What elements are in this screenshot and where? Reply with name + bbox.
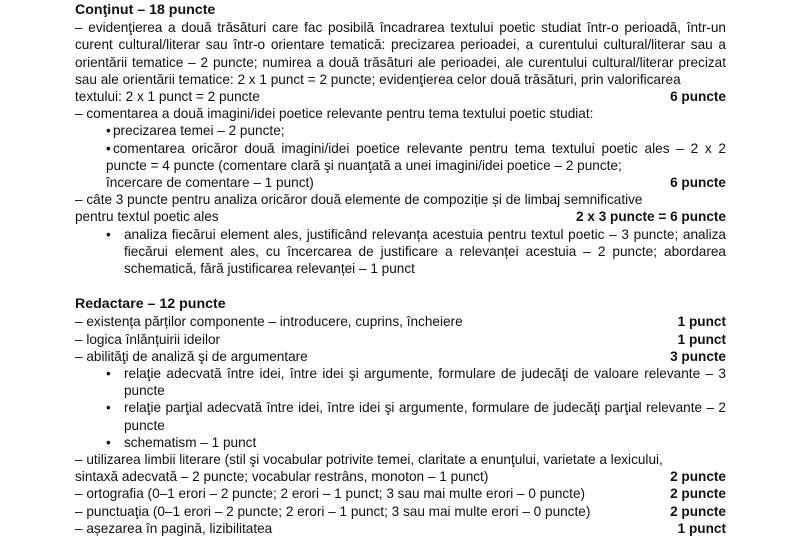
points-value: 2 puncte: [670, 486, 726, 502]
grading-document: [75, 0, 726, 537]
points-value: 6 puncte: [670, 175, 726, 191]
bullet-text: comentarea oricăror două imagini/idei poetice relevante pentru tema textului poetic ales – 2 x 2 puncte = 4 puncte (comentare clară şi nuanţată a unei imagini/idei poetice – 2 puncte;: [106, 140, 726, 173]
bullet-text: analiza fiecărui element ales, justificând relevanța acestuia pentru textul poetic – 3 puncte; analiza fiecărui element ales, cu încercarea de justificare a relevanței acestuia – 2 puncte; abordarea schematică, fără justificarea relevanței – 1 punct: [124, 226, 726, 277]
bullet-text-end: încercare de comentare – 1 punct): [106, 175, 314, 191]
bullet-last-line: [106, 174, 726, 191]
bullet-icon: •: [106, 434, 111, 450]
redactare-item: [75, 503, 726, 520]
criterion-last-line: [75, 88, 726, 105]
criterion-compozitie: [75, 191, 726, 277]
criterion-text: – evidenţierea a două trăsături care fac posibilă încadrarea textului poetic studiat într-o perioadă, într-un curent cultural/literar sau într-o orientare tematică: precizarea perioadei, a curentului cultural/literar sau a orientării tematice – 2 puncte; numirea a două trăsături ale perioadei, ale curentului cultural/literar precizat sau ale orientării tematice: 2 x 1 punct = 2 puncte; evidenţierea celor două trăsături, prin valorificarea: [75, 20, 726, 87]
redactare-item: [75, 331, 726, 348]
criterion-text: – câte 3 puncte pentru analiza oricăror două elemente de compoziție și de limbaj semnificative: [75, 192, 643, 208]
points-value: 1 punct: [677, 314, 726, 330]
redactare-item-limba: [75, 451, 726, 485]
bullet-text: relaţie parţial adecvată între idei, între idei şi argumente, formulare de judecăţi parţial relevante – 2 puncte: [124, 400, 726, 433]
item-text: – ortografia (0–1 erori – 2 puncte; 2 erori – 1 punct; 3 sau mai multe erori – 0 puncte): [75, 486, 586, 502]
points-value: 1 punct: [677, 520, 726, 536]
section-title-continut: Conţinut – 18 puncte: [75, 2, 216, 18]
bullet-item: [75, 399, 726, 433]
bullet-item: [75, 434, 726, 451]
item-text: – utilizarea limbii literare (stil şi vocabular potrivite temei, claritate a enunţului, varietate a lexicului,: [75, 452, 663, 468]
bullet-item: [75, 365, 726, 399]
criterion-trasaturi: [75, 19, 726, 105]
bullet-icon: •: [106, 366, 111, 382]
points-value: 3 puncte: [670, 348, 726, 364]
points-value: 1 punct: [677, 331, 726, 347]
criterion-text-end: pentru textul poetic ales: [75, 209, 219, 225]
bullet-text: relaţie adecvată între idei, între idei şi argumente, formulare de judecăţi de valoare relevante – 3 puncte: [124, 366, 726, 399]
bullet-icon: •: [106, 123, 111, 139]
bullet-item: [75, 122, 726, 139]
section-gap: [75, 277, 726, 294]
criterion-last-line: [75, 208, 726, 225]
redactare-item: [75, 520, 726, 537]
redactare-item: [75, 348, 726, 365]
redactare-item: [75, 313, 726, 330]
criterion-text: – comentarea a două imagini/idei poetice relevante pentru tema textului poetic studiat:: [75, 106, 594, 122]
bullet-item: [75, 226, 726, 278]
bullet-icon: •: [106, 400, 111, 416]
bullet-icon: •: [106, 226, 111, 242]
item-text: – așezarea în pagină, lizibilitatea: [75, 520, 273, 536]
bullet-item: [75, 140, 726, 192]
item-text: – abilităţi de analiză şi de argumentare: [75, 348, 308, 364]
criterion-imagini: [75, 105, 726, 191]
item-text: – logica înlănțuirii ideilor: [75, 331, 221, 347]
section-title-redactare: Redactare – 12 puncte: [75, 296, 226, 313]
item-last-line: [75, 468, 726, 485]
points-value: 2 x 3 puncte = 6 puncte: [576, 209, 726, 225]
redactare-item: [75, 485, 726, 502]
bullet-text: precizarea temei – 2 puncte;: [113, 123, 285, 139]
points-value: 6 puncte: [670, 89, 726, 105]
item-text-end: sintaxă adecvată – 2 puncte; vocabular restrâns, monoton – 1 punct): [75, 469, 489, 485]
item-text: – punctuaţia (0–1 erori – 2 puncte; 2 erori – 1 punct; 3 sau mai multe erori – 0 puncte): [75, 503, 591, 519]
bullet-text: schematism – 1 punct: [124, 434, 257, 450]
criterion-text-end: textului: 2 x 1 punct = 2 puncte: [75, 89, 260, 105]
points-value: 2 puncte: [670, 503, 726, 519]
points-value: 2 puncte: [670, 469, 726, 485]
item-text: – existența părților componente – introducere, cuprins, încheiere: [75, 314, 463, 330]
bullet-icon: •: [106, 140, 111, 156]
